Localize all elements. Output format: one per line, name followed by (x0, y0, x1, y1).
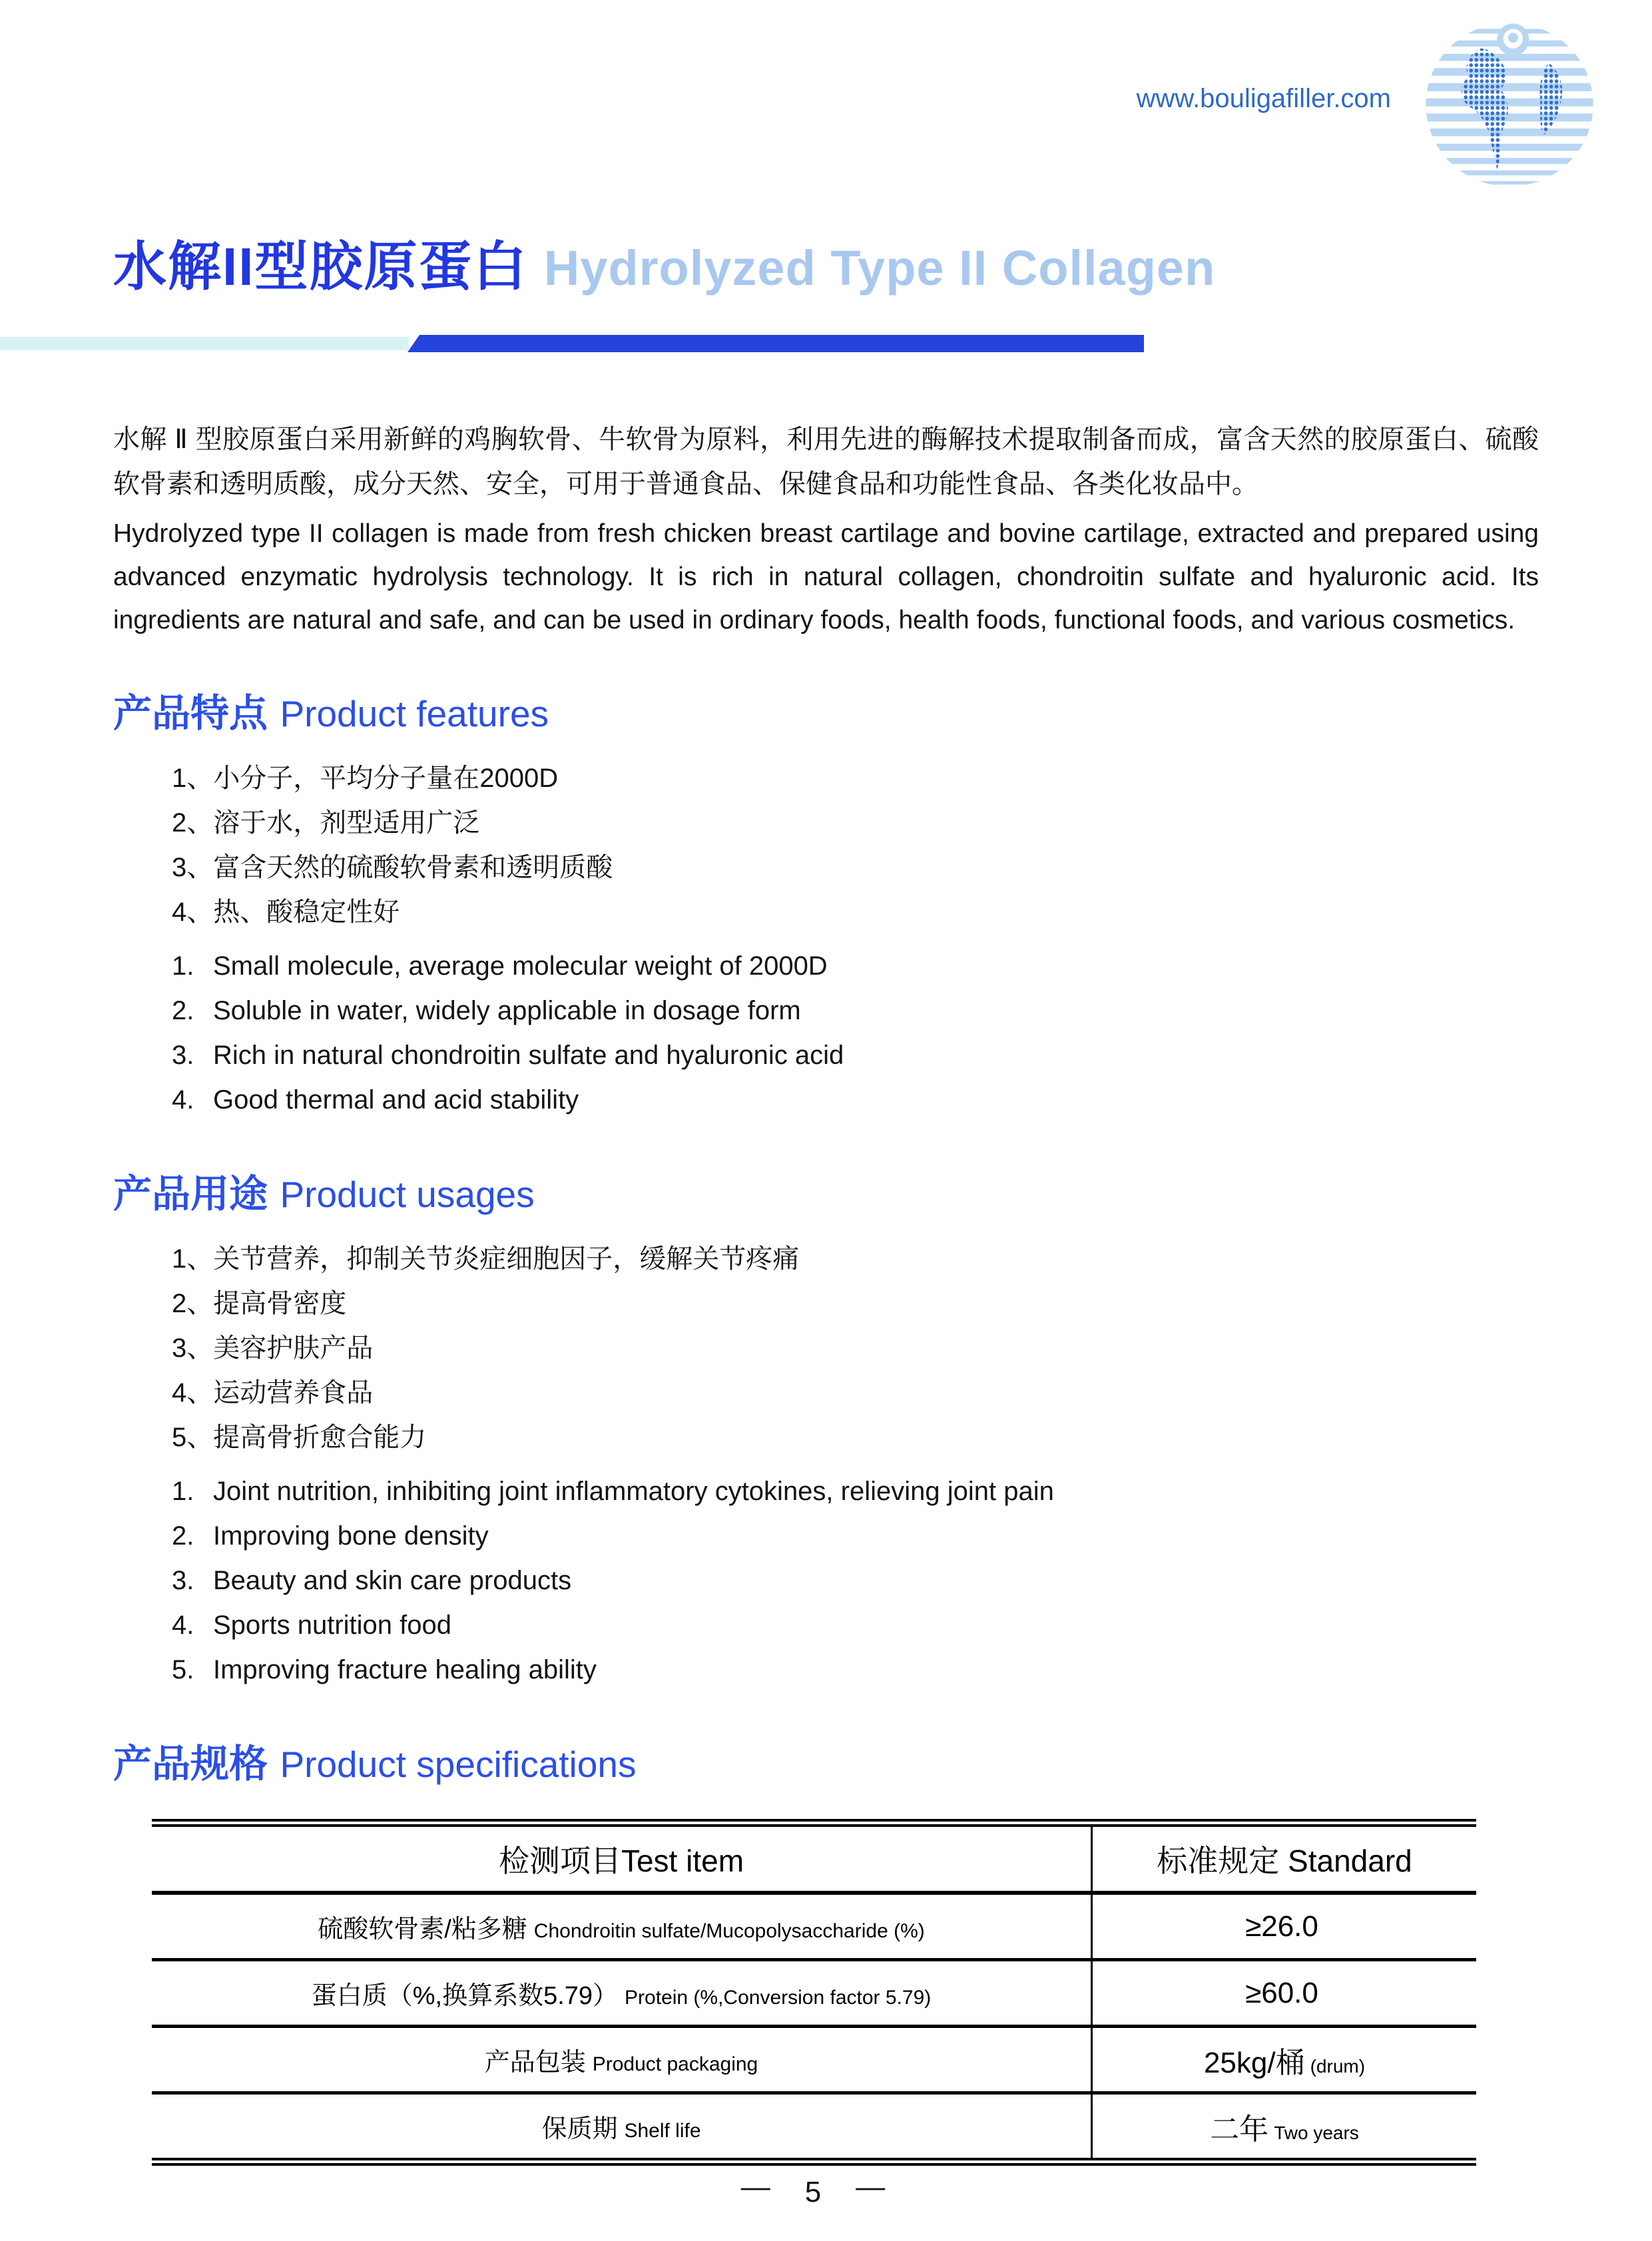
list-item-text: Small molecule, average molecular weight of 2000D (213, 951, 828, 981)
page-title-en: Hydrolyzed Type II Collagen (543, 240, 1216, 296)
standard-cell (1092, 2027, 1477, 2093)
list-item-text: 提高骨折愈合能力 (213, 1423, 427, 1452)
cell-value: ≥26.0 (1245, 1909, 1318, 1943)
list-item-number: 1、 (172, 1244, 214, 1274)
list-item (172, 1648, 1539, 1692)
test-item-cell (152, 1960, 1092, 2027)
list-item-number: 2. (172, 1521, 194, 1551)
list-item (172, 1326, 1539, 1371)
title-underline-dark-segment (408, 335, 1144, 352)
intro-paragraph-zh: 水解 Ⅱ 型胶原蛋白采用新鲜的鸡胸软骨、牛软骨为原料，利用先进的酶解技术提取制备而成，富含天然的胶原蛋白、硫酸软骨素和透明质酸，成分天然、安全，可用于普通食品、保健食品和功能性食品、各类化妆品中。 (113, 425, 1539, 499)
list-item-number: 4. (172, 1611, 194, 1640)
cell-value: ≥60.0 (1245, 1976, 1318, 2009)
cell-text-en: Shelf life (624, 2120, 701, 2142)
list-item-number: 3. (172, 1566, 194, 1595)
title-underline-light-segment (0, 337, 409, 350)
list-item-text: 运动营养食品 (213, 1378, 374, 1407)
list-item-number: 5. (172, 1655, 194, 1684)
list-item-number: 2. (172, 996, 194, 1025)
list-item (172, 801, 1539, 846)
table-row (152, 1960, 1476, 2027)
section-heading-features-zh: 产品特点 (113, 692, 268, 735)
section-heading-features-en: Product features (280, 693, 549, 734)
cell-value-sub: Two years (1274, 2122, 1359, 2143)
list-item-text: Rich in natural chondroitin sulfate and hyaluronic acid (213, 1041, 844, 1070)
list-item (172, 1469, 1539, 1514)
list-item-text: 提高骨密度 (213, 1289, 347, 1318)
list-item-number: 3、 (172, 1334, 214, 1363)
list-item-number: 4. (172, 1085, 194, 1115)
globe-logo-icon (1420, 20, 1599, 189)
spec-table-header-standard (1092, 1823, 1477, 1893)
spec-table-header-test-item (152, 1823, 1092, 1893)
list-item-number: 2、 (172, 808, 214, 838)
list-item (172, 1237, 1539, 1282)
cell-text-zh: 保质期 (541, 2115, 618, 2143)
list-item (172, 1415, 1539, 1460)
list-item-number: 4、 (172, 1378, 214, 1407)
list-item-text: 热、酸稳定性好 (213, 897, 400, 927)
cell-text-zh: 产品包装 (484, 2049, 586, 2077)
standard-cell (1092, 1960, 1477, 2027)
section-heading-usages-zh: 产品用途 (113, 1172, 268, 1216)
list-item (172, 846, 1539, 890)
spec-table (152, 1819, 1476, 2166)
features-list-zh (172, 756, 1539, 935)
list-item-text: Beauty and skin care products (213, 1566, 572, 1595)
list-item-text: Sports nutrition food (213, 1611, 451, 1640)
list-item-text: 美容护肤产品 (213, 1334, 374, 1363)
list-item-number: 2、 (172, 1289, 214, 1318)
section-heading-features (113, 682, 1539, 738)
test-item-cell (152, 1893, 1092, 1960)
page-title (113, 0, 1539, 300)
list-item-text: 富含天然的硫酸软骨素和透明质酸 (213, 853, 613, 882)
list-item (172, 989, 1539, 1033)
cell-text-zh: 硫酸软骨素/粘多糖 (318, 1915, 527, 1943)
page-title-zh: 水解II型胶原蛋白 (113, 237, 528, 296)
cell-text-en: Product packaging (592, 2053, 758, 2075)
list-item (172, 944, 1539, 989)
list-item (172, 1078, 1539, 1122)
list-item (172, 1514, 1539, 1559)
footer-dash-right: — (856, 2170, 886, 2203)
cell-value: 二年 (1210, 2113, 1269, 2146)
standard-cell (1092, 2093, 1477, 2162)
list-item-number: 3. (172, 1041, 194, 1070)
cell-text-zh: 蛋白质（%,换算系数5.79） (311, 1982, 619, 2010)
list-item (172, 1603, 1539, 1648)
test-item-cell (152, 2093, 1092, 2162)
list-item (172, 1282, 1539, 1326)
standard-cell (1092, 1893, 1477, 1960)
list-item-number: 1、 (172, 764, 214, 793)
header-cell-text: 标准规定 Standard (1157, 1844, 1412, 1878)
list-item-number: 1. (172, 951, 194, 981)
usages-list-zh (172, 1237, 1539, 1460)
section-heading-specifications-en: Product specifications (280, 1744, 637, 1785)
section-heading-usages (113, 1162, 1539, 1218)
list-item (172, 1033, 1539, 1078)
site-url: www.bouligafiller.com (1136, 84, 1391, 113)
list-item (172, 1371, 1539, 1415)
features-list-en (172, 944, 1539, 1122)
list-item-text: 小分子，平均分子量在2000D (213, 764, 559, 793)
cell-text-en: Protein (%,Conversion factor 5.79) (625, 1987, 932, 2009)
header-cell-text: 检测项目Test item (498, 1844, 744, 1878)
intro-paragraph-en: Hydrolyzed type II collagen is made from fresh chicken breast cartilage and bovine cartilage, extracted and prepared using advanced enzymatic hydrolysis technology. It is rich in natural collagen, chondroitin sulfate and hyaluronic acid. Its ingredients are natural and safe, and can be used in ordinary foods, health foods, functional foods, and various cosmetics. (113, 519, 1539, 634)
list-item (172, 756, 1539, 801)
page-footer (152, 2170, 1474, 2209)
table-row (152, 2093, 1476, 2162)
usages-list-en (172, 1469, 1539, 1692)
table-row (152, 1893, 1476, 1960)
list-item (172, 1559, 1539, 1603)
title-underline (0, 335, 1144, 352)
footer-dash-left: — (740, 2170, 770, 2203)
page-number: 5 (804, 2176, 822, 2208)
cell-value-sub: (drum) (1310, 2055, 1366, 2077)
spec-table-header-row (152, 1823, 1476, 1893)
section-heading-usages-en: Product usages (280, 1174, 535, 1215)
cell-value: 25kg/桶 (1203, 2046, 1305, 2079)
list-item-number: 4、 (172, 897, 214, 927)
list-item-number: 5、 (172, 1423, 214, 1452)
list-item-number: 1. (172, 1477, 194, 1506)
list-item-text: Good thermal and acid stability (213, 1085, 579, 1115)
list-item-text: 关节营养，抑制关节炎症细胞因子，缓解关节疼痛 (213, 1244, 800, 1274)
test-item-cell (152, 2027, 1092, 2093)
section-heading-specifications (113, 1732, 1539, 1788)
list-item-text: Soluble in water, widely applicable in dosage form (213, 996, 801, 1025)
section-heading-specifications-zh: 产品规格 (113, 1742, 268, 1786)
table-row (152, 2027, 1476, 2093)
list-item-text: Joint nutrition, inhibiting joint inflammatory cytokines, relieving joint pain (213, 1477, 1054, 1506)
list-item-text: Improving bone density (213, 1521, 489, 1551)
list-item-text: Improving fracture healing ability (213, 1655, 597, 1684)
list-item-text: 溶于水，剂型适用广泛 (213, 808, 480, 838)
cell-text-en: Chondroitin sulfate/Mucopolysaccharide (%) (533, 1920, 925, 1942)
list-item-number: 3、 (172, 853, 214, 882)
list-item (172, 890, 1539, 935)
